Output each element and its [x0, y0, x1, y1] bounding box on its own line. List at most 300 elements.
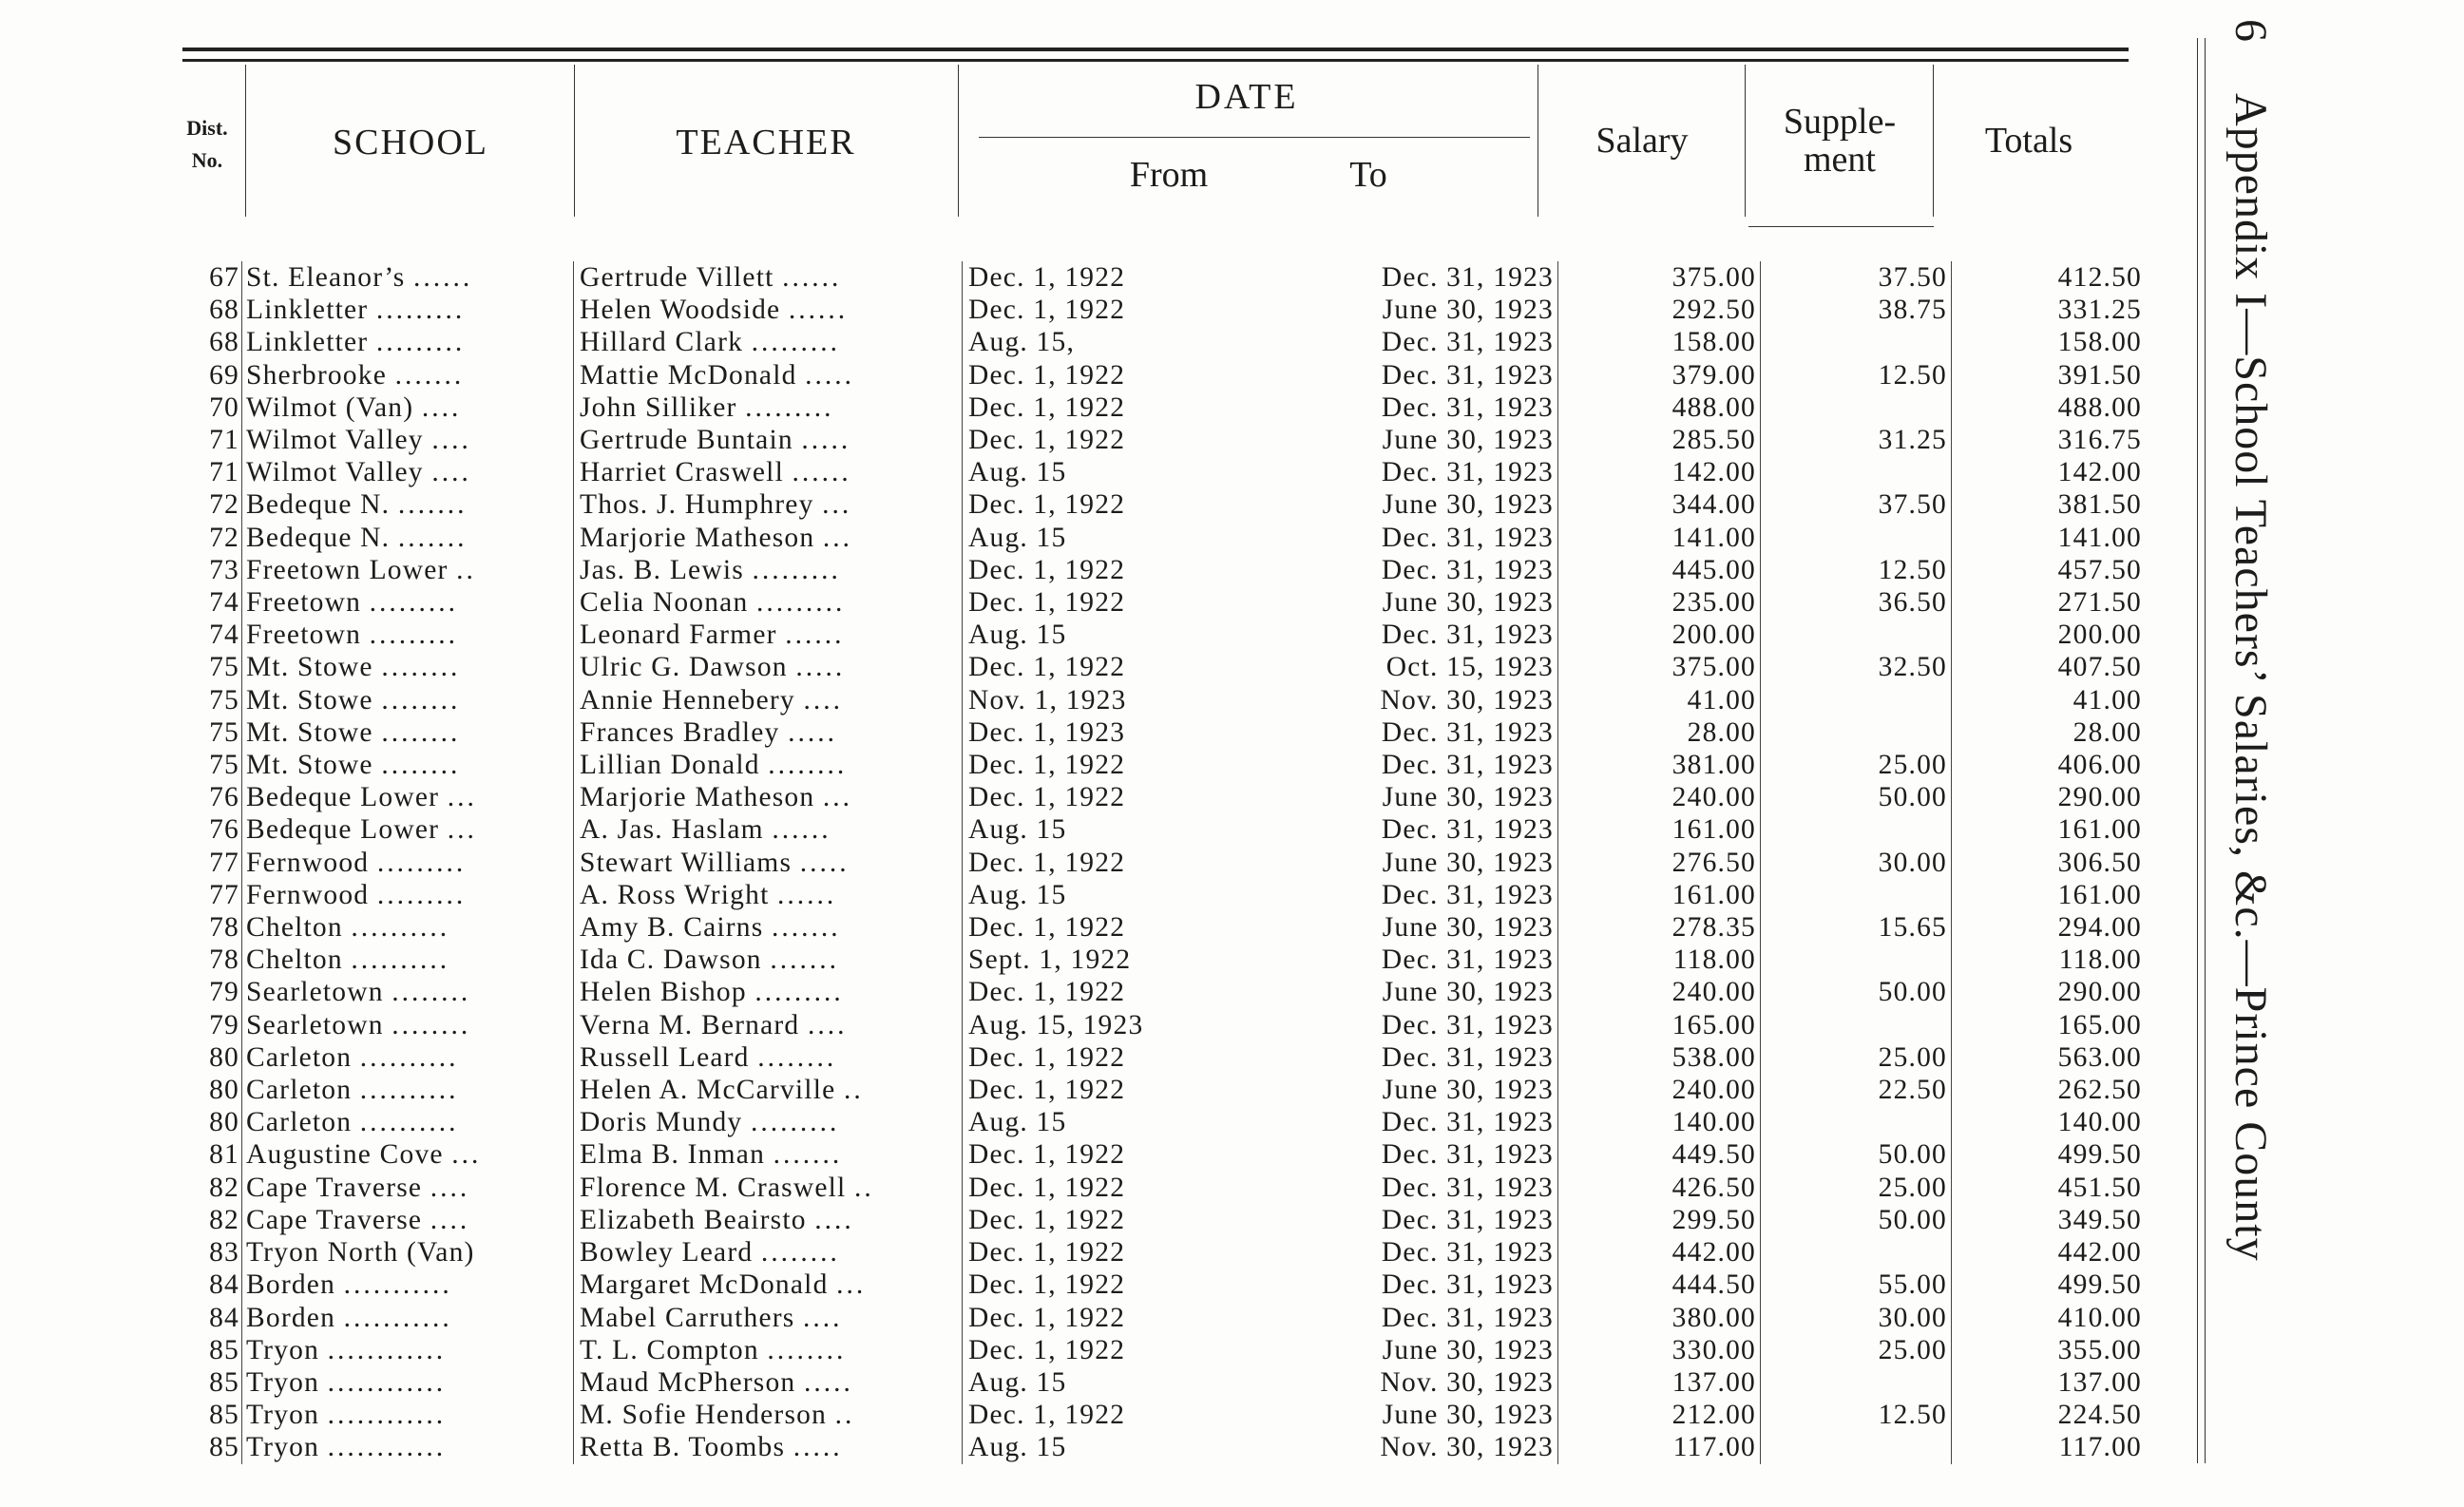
- total-cell: 290.00: [2057, 977, 2142, 1008]
- leader-dots: .....: [805, 359, 855, 391]
- leader-dots: .........: [375, 295, 466, 326]
- school-cell: [242, 1204, 574, 1236]
- supplement-cell: 25.00: [1761, 1334, 1952, 1366]
- dist-number-cell: 72: [182, 522, 242, 554]
- table-row: [182, 326, 2148, 358]
- supplement-cell: 37.50: [1761, 488, 1952, 521]
- dist-number-cell: 84: [182, 1302, 242, 1334]
- school-cell: [242, 813, 574, 846]
- table-row: [182, 749, 2148, 781]
- leader-dots: ......: [788, 295, 849, 326]
- teacher-cell: [574, 294, 963, 326]
- leader-dots: ..........: [351, 944, 450, 976]
- table-row: [182, 359, 2148, 391]
- salary-cell: 375.00: [1558, 261, 1761, 294]
- teacher-name: Margaret McDonald: [580, 1269, 829, 1301]
- teacher-cell: [574, 1366, 963, 1399]
- top-rule-inner: [182, 59, 2129, 62]
- school-cell: [242, 781, 574, 813]
- supplement-cell: [1761, 813, 1952, 846]
- school-name: Mt. Stowe: [246, 684, 373, 715]
- table-row: [182, 684, 2148, 716]
- dist-no-header: Dist. No.: [186, 116, 228, 172]
- total-cell: 563.00: [2057, 1041, 2142, 1073]
- teacher-cell: [574, 456, 963, 488]
- teacher-cell: [574, 1138, 963, 1171]
- school-name: Carleton: [246, 1041, 353, 1073]
- dist-number-cell: 78: [182, 944, 242, 976]
- supplement-cell: 25.00: [1761, 1172, 1952, 1204]
- table-row: [182, 944, 2148, 976]
- leader-dots: .....: [793, 1432, 843, 1463]
- teacher-cell: [574, 1106, 963, 1138]
- date-from-cell: Dec. 1, 1922: [968, 652, 1126, 683]
- date-to-cell: Dec. 31, 1923: [1310, 326, 1558, 358]
- teacher-cell: [574, 1334, 963, 1366]
- school-cell: [242, 1302, 574, 1334]
- salary-cell: 117.00: [1558, 1431, 1761, 1463]
- salary-cell: 41.00: [1558, 684, 1761, 716]
- supplement-cell: 25.00: [1761, 1041, 1952, 1074]
- supplement-cell: 36.50: [1761, 586, 1952, 619]
- table-row: [182, 294, 2148, 326]
- date-to-cell: Dec. 31, 1923: [1310, 619, 1558, 651]
- school-name: Freetown Lower: [246, 554, 449, 585]
- table-row: [182, 1399, 2148, 1431]
- salary-cell: 235.00: [1558, 586, 1761, 619]
- leader-dots: ....: [803, 684, 843, 715]
- total-cell: 410.00: [2057, 1302, 2142, 1333]
- leader-dots: ...........: [343, 1302, 452, 1333]
- total-cell: 355.00: [2057, 1334, 2142, 1365]
- teacher-name: Gertrude Villett: [580, 262, 774, 293]
- leader-dots: ....: [431, 425, 471, 456]
- total-cell: 262.50: [2057, 1075, 2142, 1106]
- teacher-cell: [574, 749, 963, 781]
- dist-number-cell: 84: [182, 1269, 242, 1301]
- teacher-name: Retta B. Toombs: [580, 1432, 786, 1463]
- teacher-cell: [574, 684, 963, 716]
- date-from-cell: Dec. 1, 1922: [968, 391, 1126, 423]
- date-from-cell: Sept. 1, 1922: [968, 944, 1132, 976]
- school-name: Tryon: [246, 1334, 320, 1365]
- school-cell: [242, 651, 574, 683]
- teacher-name: Frances Bradley: [580, 716, 780, 748]
- date-to-cell: Nov. 30, 1923: [1310, 684, 1558, 716]
- salary-cell: 240.00: [1558, 976, 1761, 1008]
- salary-header: Salary: [1595, 121, 1689, 161]
- teacher-name: A. Jas. Haslam: [580, 814, 764, 846]
- school-cell: [242, 1236, 574, 1269]
- leader-dots: ......: [785, 620, 845, 651]
- supplement-cell: 50.00: [1761, 976, 1952, 1008]
- date-to-cell: Dec. 31, 1923: [1310, 391, 1558, 424]
- school-cell: [242, 359, 574, 391]
- supplement-cell: [1761, 326, 1952, 358]
- table-row: [182, 1204, 2148, 1236]
- total-cell: 41.00: [2072, 684, 2142, 715]
- header-divider: [1933, 65, 1934, 217]
- teacher-name: Hillard Clark: [580, 327, 744, 358]
- date-to-cell: Dec. 31, 1923: [1310, 1172, 1558, 1204]
- school-name: Fernwood: [246, 847, 370, 878]
- salary-cell: 285.50: [1558, 424, 1761, 456]
- dist-number-cell: 68: [182, 326, 242, 358]
- date-to-cell: Dec. 31, 1923: [1310, 522, 1558, 554]
- leader-dots: .....: [788, 716, 837, 748]
- dist-number-cell: 69: [182, 359, 242, 391]
- school-name: Freetown: [246, 620, 362, 651]
- salary-cell: 381.00: [1558, 749, 1761, 781]
- school-cell: [242, 716, 574, 749]
- teacher-name: Leonard Farmer: [580, 620, 777, 651]
- dist-number-cell: 75: [182, 651, 242, 683]
- teacher-name: Marjorie Matheson: [580, 522, 815, 553]
- school-name: Cape Traverse: [246, 1172, 423, 1203]
- date-to-cell: Dec. 31, 1923: [1310, 1302, 1558, 1334]
- school-name: Sherbrooke: [246, 359, 387, 391]
- salary-cell: 161.00: [1558, 879, 1761, 911]
- supplement-cell: [1761, 1431, 1952, 1463]
- date-from-cell: Dec. 1, 1922: [968, 782, 1126, 813]
- date-from-cell: Dec. 1, 1922: [968, 1041, 1126, 1073]
- total-cell: 117.00: [2058, 1432, 2142, 1463]
- table-row: [182, 488, 2148, 521]
- leader-dots: ..........: [351, 912, 450, 944]
- leader-dots: ............: [327, 1432, 447, 1463]
- teacher-header: TEACHER: [676, 123, 856, 162]
- leader-dots: ......: [772, 814, 831, 846]
- school-name: Mt. Stowe: [246, 652, 373, 683]
- leader-dots: ............: [327, 1400, 447, 1431]
- leader-dots: ........: [381, 652, 461, 683]
- top-rule: [182, 48, 2129, 51]
- leader-dots: ....: [430, 1204, 470, 1235]
- leader-dots: .......: [397, 522, 468, 553]
- table-row: [182, 424, 2148, 456]
- date-to-cell: June 30, 1923: [1310, 294, 1558, 326]
- date-to-cell: June 30, 1923: [1310, 1334, 1558, 1366]
- teacher-cell: [574, 911, 963, 944]
- teacher-name: Maud McPherson: [580, 1366, 796, 1398]
- leader-dots: ..........: [359, 1107, 459, 1138]
- date-to-cell: June 30, 1923: [1310, 781, 1558, 813]
- leader-dots: .........: [756, 587, 846, 619]
- teacher-cell: [574, 619, 963, 651]
- supplement-cell: [1761, 684, 1952, 716]
- total-cell: 141.00: [2057, 522, 2142, 553]
- leader-dots: ........: [767, 1334, 847, 1365]
- right-rule-inner: [2205, 38, 2206, 1463]
- total-cell: 161.00: [2057, 879, 2142, 910]
- salary-cell: 330.00: [1558, 1334, 1761, 1366]
- leader-dots: ...: [822, 522, 853, 553]
- dist-number-cell: 77: [182, 847, 242, 879]
- table-row: [182, 619, 2148, 651]
- teacher-name: Helen Woodside: [580, 295, 781, 326]
- table-row: [182, 847, 2148, 879]
- date-from-cell: Dec. 1, 1923: [968, 716, 1126, 748]
- date-to-cell: Dec. 31, 1923: [1310, 1041, 1558, 1074]
- date-to-header: To: [1349, 155, 1387, 195]
- date-from-cell: Dec. 1, 1922: [968, 847, 1126, 878]
- table-row: [182, 1138, 2148, 1171]
- salary-cell: 200.00: [1558, 619, 1761, 651]
- teacher-cell: [574, 976, 963, 1008]
- salary-cell: 140.00: [1558, 1106, 1761, 1138]
- total-cell: 349.50: [2057, 1204, 2142, 1235]
- salary-cell: 137.00: [1558, 1366, 1761, 1399]
- supplement-cell: [1761, 1236, 1952, 1269]
- table-row: [182, 1074, 2148, 1106]
- teacher-cell: [574, 1269, 963, 1301]
- supplement-cell: [1761, 456, 1952, 488]
- salary-cell: 380.00: [1558, 1302, 1761, 1334]
- total-cell: 457.50: [2057, 554, 2142, 585]
- table-row: [182, 1366, 2148, 1399]
- total-cell: 412.50: [2057, 262, 2142, 293]
- teacher-cell: [574, 1204, 963, 1236]
- school-cell: [242, 749, 574, 781]
- school-name: Carleton: [246, 1075, 353, 1106]
- school-name: Bedeque Lower: [246, 782, 440, 813]
- teacher-name: M. Sofie Henderson: [580, 1400, 828, 1431]
- teacher-name: Annie Hennebery: [580, 684, 795, 715]
- table-row: [182, 976, 2148, 1008]
- teacher-name: Jas. B. Lewis: [580, 554, 744, 585]
- date-from-cell: Dec. 1, 1922: [968, 912, 1126, 944]
- total-cell: 407.50: [2057, 652, 2142, 683]
- supplement-cell: 30.00: [1761, 1302, 1952, 1334]
- total-cell: 271.50: [2057, 587, 2142, 619]
- dist-number-cell: 85: [182, 1334, 242, 1366]
- school-cell: [242, 1366, 574, 1399]
- school-cell: [242, 1334, 574, 1366]
- header-divider: [245, 65, 246, 217]
- total-cell: 140.00: [2057, 1107, 2142, 1138]
- supplement-cell: [1761, 1009, 1952, 1041]
- side-title: [2220, 19, 2277, 1444]
- dist-number-cell: 79: [182, 1009, 242, 1041]
- teacher-cell: [574, 651, 963, 683]
- teacher-name: Doris Mundy: [580, 1107, 743, 1138]
- teacher-cell: [574, 586, 963, 619]
- teacher-cell: [574, 1302, 963, 1334]
- leader-dots: ..........: [359, 1041, 459, 1073]
- salary-cell: 379.00: [1558, 359, 1761, 391]
- school-name: Borden: [246, 1302, 336, 1333]
- salary-cell: 445.00: [1558, 554, 1761, 586]
- teacher-name: Lillian Donald: [580, 750, 760, 781]
- leader-dots: .........: [745, 391, 834, 423]
- salary-cell: 212.00: [1558, 1399, 1761, 1431]
- total-cell: 306.50: [2057, 847, 2142, 878]
- dist-number-cell: 72: [182, 488, 242, 521]
- teacher-cell: [574, 781, 963, 813]
- teacher-name: John Silliker: [580, 391, 737, 423]
- leader-dots: ....: [421, 391, 462, 423]
- table-row: [182, 522, 2148, 554]
- table-row: [182, 1106, 2148, 1138]
- teacher-name: Mabel Carruthers: [580, 1302, 795, 1333]
- school-name: Fernwood: [246, 879, 370, 910]
- dist-number-cell: 78: [182, 911, 242, 944]
- salary-cell: 538.00: [1558, 1041, 1761, 1074]
- supplement-cell: 50.00: [1761, 1204, 1952, 1236]
- leader-dots: ......: [413, 262, 473, 293]
- dist-number-cell: 81: [182, 1138, 242, 1171]
- dist-number-cell: 75: [182, 749, 242, 781]
- teacher-cell: [574, 554, 963, 586]
- teacher-name: Gertrude Buntain: [580, 425, 793, 456]
- totals-header: Totals: [1984, 121, 2073, 161]
- supplement-cell: [1761, 1106, 1952, 1138]
- total-cell: 142.00: [2057, 457, 2142, 488]
- leader-dots: ...: [822, 782, 853, 813]
- dist-number-cell: 79: [182, 976, 242, 1008]
- supplement-cell: 12.50: [1761, 359, 1952, 391]
- date-from-cell: Aug. 15: [968, 1366, 1067, 1398]
- date-from-cell: Aug. 15: [968, 814, 1067, 846]
- teacher-cell: [574, 326, 963, 358]
- supplement-cell: 32.50: [1761, 651, 1952, 683]
- table-row: [182, 1269, 2148, 1301]
- school-cell: [242, 586, 574, 619]
- table-row: [182, 651, 2148, 683]
- date-from-cell: Nov. 1, 1923: [968, 684, 1127, 715]
- leader-dots: ....: [814, 1204, 854, 1235]
- leader-dots: ..: [854, 1172, 874, 1203]
- date-from-header: From: [1129, 155, 1209, 195]
- dist-number-cell: 83: [182, 1236, 242, 1269]
- supplement-cell: [1761, 619, 1952, 651]
- supplement-cell: 12.50: [1761, 1399, 1952, 1431]
- date-from-cell: Dec. 1, 1922: [968, 489, 1126, 521]
- dist-number-cell: 76: [182, 813, 242, 846]
- dist-number-cell: 74: [182, 586, 242, 619]
- date-from-cell: Aug. 15, 1923: [968, 1009, 1144, 1040]
- teacher-name: T. L. Compton: [580, 1334, 759, 1365]
- dist-number-cell: 80: [182, 1041, 242, 1074]
- dist-number-cell: 76: [182, 781, 242, 813]
- date-to-cell: Nov. 30, 1923: [1310, 1366, 1558, 1399]
- supplement-cell: [1761, 1366, 1952, 1399]
- leader-dots: ..........: [359, 1075, 459, 1106]
- salary-cell: 165.00: [1558, 1009, 1761, 1041]
- teacher-name: Russell Leard: [580, 1041, 750, 1073]
- supplement-cell: [1761, 522, 1952, 554]
- header-divider: [958, 65, 959, 217]
- salary-cell: 299.50: [1558, 1204, 1761, 1236]
- table-row: [182, 1172, 2148, 1204]
- salary-cell: 375.00: [1558, 651, 1761, 683]
- supplement-cell: 38.75: [1761, 294, 1952, 326]
- dist-number-cell: 85: [182, 1366, 242, 1399]
- school-cell: [242, 456, 574, 488]
- school-name: Chelton: [246, 944, 343, 976]
- school-name: Borden: [246, 1269, 336, 1301]
- date-to-cell: Dec. 31, 1923: [1310, 261, 1558, 294]
- leader-dots: ........: [392, 1009, 471, 1040]
- date-to-cell: June 30, 1923: [1310, 424, 1558, 456]
- leader-dots: .........: [369, 620, 458, 651]
- date-from-cell: Aug. 15: [968, 1432, 1067, 1463]
- total-cell: 161.00: [2057, 814, 2142, 846]
- teacher-cell: [574, 1041, 963, 1074]
- date-from-cell: Dec. 1, 1922: [968, 554, 1126, 585]
- salary-cell: 292.50: [1558, 294, 1761, 326]
- school-name: Linkletter: [246, 295, 369, 326]
- school-cell: [242, 326, 574, 358]
- table-row: [182, 911, 2148, 944]
- school-cell: [242, 424, 574, 456]
- date-to-cell: June 30, 1923: [1310, 1399, 1558, 1431]
- teacher-cell: [574, 944, 963, 976]
- school-name: Tryon: [246, 1432, 320, 1463]
- teacher-name: Elizabeth Beairsto: [580, 1204, 807, 1235]
- leader-dots: ........: [757, 1041, 837, 1073]
- salary-cell: 118.00: [1558, 944, 1761, 976]
- supplement-cell: 12.50: [1761, 554, 1952, 586]
- header-divider: [574, 65, 575, 217]
- salary-cell: 28.00: [1558, 716, 1761, 749]
- total-cell: 391.50: [2057, 359, 2142, 391]
- date-to-cell: Dec. 31, 1923: [1310, 1204, 1558, 1236]
- leader-dots: ..: [456, 554, 476, 585]
- leader-dots: .........: [375, 327, 466, 358]
- date-to-cell: June 30, 1923: [1310, 586, 1558, 619]
- date-to-cell: Dec. 31, 1923: [1310, 359, 1558, 391]
- leader-dots: .........: [376, 847, 467, 878]
- school-name: Wilmot Valley: [246, 457, 424, 488]
- date-to-cell: Dec. 31, 1923: [1310, 1269, 1558, 1301]
- table-row: [182, 879, 2148, 911]
- leader-dots: .....: [803, 1366, 853, 1398]
- dist-number-cell: 85: [182, 1399, 242, 1431]
- teacher-cell: [574, 1074, 963, 1106]
- date-from-cell: Aug. 15: [968, 879, 1067, 910]
- salary-cell: 141.00: [1558, 522, 1761, 554]
- supplement-cell: [1761, 944, 1952, 976]
- leader-dots: .........: [750, 1107, 840, 1138]
- salary-cell: 442.00: [1558, 1236, 1761, 1269]
- supplement-cell: 30.00: [1761, 847, 1952, 879]
- leader-dots: .....: [801, 425, 851, 456]
- teacher-name: Ulric G. Dawson: [580, 652, 788, 683]
- salary-cell: 142.00: [1558, 456, 1761, 488]
- teacher-name: Harriet Craswell: [580, 457, 784, 488]
- leader-dots: ............: [327, 1366, 447, 1398]
- date-from-cell: Dec. 1, 1922: [968, 587, 1126, 619]
- total-cell: 499.50: [2057, 1139, 2142, 1171]
- supplement-header-rule: [1748, 226, 1934, 227]
- date-from-cell: Dec. 1, 1922: [968, 1400, 1126, 1431]
- salary-cell: 161.00: [1558, 813, 1761, 846]
- dist-number-cell: 68: [182, 294, 242, 326]
- school-cell: [242, 1009, 574, 1041]
- leader-dots: ........: [760, 1237, 840, 1269]
- salary-cell: 344.00: [1558, 488, 1761, 521]
- school-name: Carleton: [246, 1107, 353, 1138]
- school-cell: [242, 522, 574, 554]
- dist-number-cell: 75: [182, 684, 242, 716]
- header-divider: [1745, 65, 1746, 217]
- school-name: Cape Traverse: [246, 1204, 423, 1235]
- table-row: [182, 1334, 2148, 1366]
- date-to-cell: June 30, 1923: [1310, 1074, 1558, 1106]
- salary-table: [182, 261, 2148, 1464]
- table-row: [182, 716, 2148, 749]
